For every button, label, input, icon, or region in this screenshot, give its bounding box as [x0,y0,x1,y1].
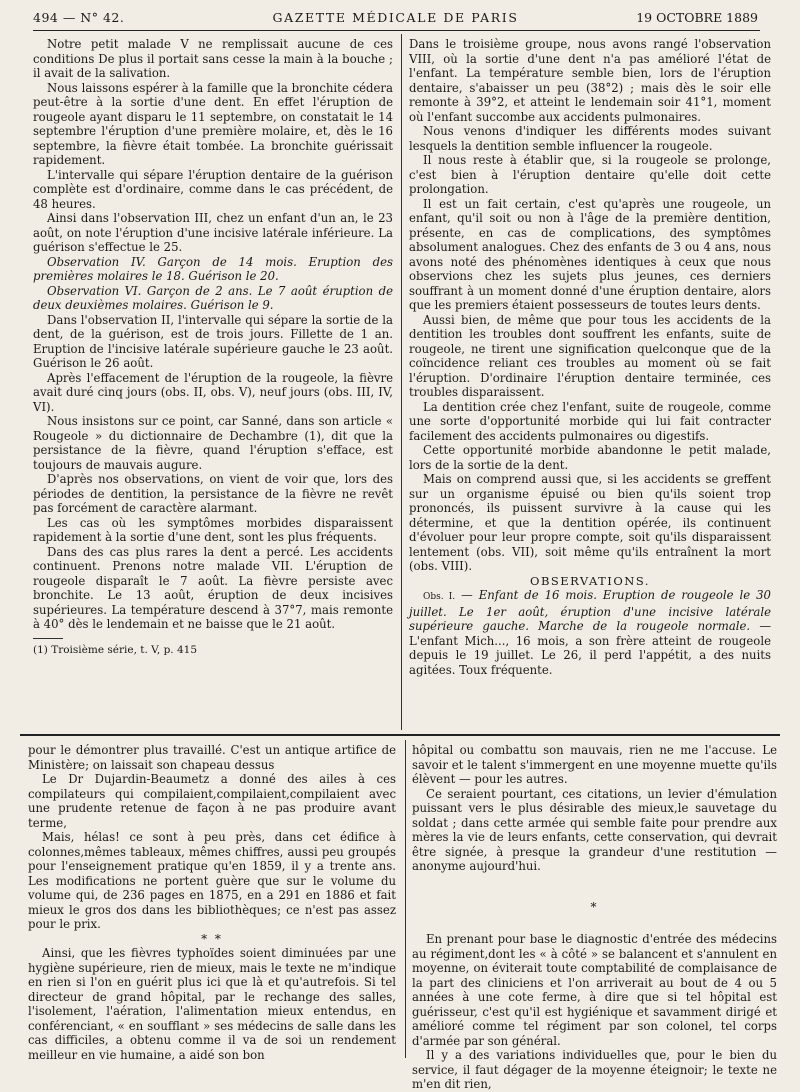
observation-paragraph [409,588,771,677]
paragraph: L'intervalle qui sépare l'éruption dentaire de la guérison complète est d'ordinaire, comme dans le cas précédent, de 48 heures. [33,167,393,211]
paragraph: La dentition crée chez l'enfant, suite de rougeole, comme une sorte d'opportunité morbide qui lui fait contracter facilement des accidents pulmonaires ou digestifs. [409,399,771,443]
paragraph: Mais, hélas! ce sont à peu près, dans cet édifice à colonnes,mêmes tableaux, mêmes chiffres, aussi peu groupés pour l'enseignement pratique qu'en 1859, il y a trente ans. Les modifications ne portent guère que sur le volume du volume qui, de 236 pages en 1875, en a 291 en 1886 et fait mieux le gros dos dans les bibliothèques; ce n'est pas assez pour le prix. [28,830,396,931]
top-left-column [33,37,393,657]
header-rule [33,30,760,31]
footnote-rule [33,638,63,639]
paragraph: Les cas où les symptômes morbides disparaissent rapidement à la sortie d'une dent, sont les plus fréquents. [33,515,393,544]
paragraph: hôpital ou combattu son mauvais, rien ne me l'accuse. Le savoir et le talent s'immergent en une moyenne muette qu'ils élèvent — pour les autres. [412,743,777,786]
paragraph: Aussi bien, de même que pour tous les accidents de la dentition les troubles dont souffrent les enfants, suite de rougeole, ne tirent une signification quelconque que de la coïncidence reliant ces troubles au moment où se fait l'éruption. D'ordinaire l'éruption dentaire terminée, ces troubles disparaissent. [409,312,771,399]
paragraph: Il nous reste à établir que, si la rougeole se prolonge, c'est bien à l'éruption dentaire qu'elle doit cette prolongation. [409,153,771,196]
column-divider-bottom [405,740,406,1058]
paragraph: Dans l'observation II, l'intervalle qui sépare la sortie de la dent, de la guérison, est de trois jours. Fillette de 1 an. Eruption de l'incisive latérale supérieure gauche le 23 août. Guérison le 26 août. [33,312,393,370]
paragraph: D'après nos observations, on vient de voir que, lors des périodes de dentition, la persistance de la fièvre ne revêt pas forcément de caractère alarmant. [33,472,393,515]
observation-text: — L'enfant Mich..., 16 mois, a son frère atteint de rougeole depuis le 19 juillet. Le 26, il perd l'appétit, a des nuits agitées. Toux fréquente. [409,619,771,677]
bottom-left-column [28,743,396,1062]
paragraph: Il y a des variations individuelles que, pour le bien du service, il faut dégager de la moyenne éteignoir; le texte ne m'en dit rien, [412,1048,777,1091]
section-stars: * * [201,931,223,946]
paragraph: Après l'effacement de l'éruption de la rougeole, la fièvre avait duré cinq jours (obs. II, obs. V), neuf jours (obs. III, IV, VI). [33,370,393,414]
paragraph: Observation VI. Garçon de 2 ans. Le 7 août éruption de deux deuxièmes molaires. Guérison le 9. [33,283,393,312]
issue-date: 19 OCTOBRE 1889 [636,10,758,25]
observation-label: Obs. I. [423,592,456,602]
paragraph: Nous laissons espérer à la famille que la bronchite cédera peut-être à la sortie d'une dent. En effet l'éruption de rougeole ayant disparu le 11 septembre, on constatait le 14 septembre l'éruption d'une première molaire, et, dès le 16 septembre, la fièvre était tombée. La bronchite guérissait rapidement. [33,80,393,167]
observation-summary: — Enfant de 16 mois. Eruption de rougeole le 30 juillet. Le 1er août, éruption d'une incisive latérale supérieure gauche. Marche de la rougeole normale. [409,588,771,633]
page-header [33,8,758,28]
column-divider-top [401,34,402,730]
paragraph: Nous insistons sur ce point, car Sanné, dans son article « Rougeole » du dictionnaire de Dechambre (1), dit que la persistance de la fièvre, quand l'éruption s'efface, est toujours de mauvais augure. [33,414,393,472]
paragraph: En prenant pour base le diagnostic d'entrée des médecins au régiment,dont les « à côté » se balancent et s'annulent en moyenne, on éviterait toute comptabilité de complaisance de la part des cliniciens et l'on arriverait au bout de 4 ou 5 années à une cote ferme, à dire que si tel hôpital est guérisseur, c'est qu'il est hygiénique et savamment dirigé et amélioré comme tel régiment par son colonel, tel corps d'armée par son général. [412,932,777,1048]
section-title: OBSERVATIONS. [530,573,650,588]
paragraph: Ainsi, que les fièvres typhoïdes soient diminuées par une hygiène supérieure, rien de mieux, mais le texte ne m'indique en rien si l'on en guérit plus ici que là et qu'autrefois. Si tel directeur de grand hôpital, par le rechange des salles, l'isolement, l'aération, l'alimentation mieux entendus, en conférenciant, « en soufflant » ses médecins de salle dans les cas difficiles, a obtenu comme il va de soi un rendement meilleur en vie humaine, a aidé son bon [28,946,396,1062]
paragraph: Nous venons d'indiquer les différents modes suivant lesquels la dentition semble influencer la rougeole. [409,124,771,153]
paragraph: Il est un fait certain, c'est qu'après une rougeole, un enfant, qu'il soit ou non à l'âge de la première dentition, présente, en cas de complications, des symptômes absolument analogues. Chez des enfants de 3 ou 4 ans, nous avons noté des phénomènes identiques à ceux que nous observions chez les sujets plus jeunes, ces derniers souffrant à un moment donné d'une éruption dentaire, alors que les premiers étaient possesseurs de toutes leurs dents. [409,196,771,312]
paragraph: Cette opportunité morbide abandonne le petit malade, lors de la sortie de la dent. [409,443,771,472]
paragraph: Le Dr Dujardin-Beaumetz a donné des ailes à ces compilateurs qui compilaient,compilaient,compilaient avec une prudente retenue de façon à ne pas produire avant terme, [28,772,396,830]
paragraph: Ainsi dans l'observation III, chez un enfant d'un an, le 23 août, on note l'éruption d'une incisive latérale inférieure. La guérison s'effectue le 25. [33,211,393,254]
section-divider [20,734,780,736]
paragraph: Mais on comprend aussi que, si les accidents se greffent sur un organisme épuisé ou bien qu'ils soient trop prononcés, ils puissent survivre à la cause qui les détermine, et que la dentition opérée, ils continuent d'évoluer pour leur propre compte, soit qu'ils disparaissent lentement (obs. VII), soit même qu'ils entraînent la mort (obs. VIII). [409,472,771,573]
paragraph: pour le démontrer plus travaillé. C'est un antique artifice de Ministère; on laissait son chapeau dessus [28,743,396,772]
paragraph: Observation IV. Garçon de 14 mois. Eruption des premières molaires le 18. Guérison le 20. [33,254,393,283]
journal-title: GAZETTE MÉDICALE DE PARIS [272,10,519,25]
paragraph: Dans le troisième groupe, nous avons rangé l'observation VIII, où la sortie d'une dent n'a pas amélioré l'état de l'enfant. La température semble bien, lors de l'éruption dentaire, s'abaisser un peu (38°2) ; mais dès le soir elle remonte à 39°2, et atteint le lendemain soir 41°1, moment où l'enfant succombe aux accidents pulmonaires. [409,37,771,124]
paragraph: Notre petit malade V ne remplissait aucune de ces conditions De plus il portait sans cesse la main à la bouche ; il avait de la salivation. [33,37,393,80]
paragraph: Dans des cas plus rares la dent a percé. Les accidents continuent. Prenons notre malade VII. L'éruption de rougeole disparaît le 7 août. La fièvre persiste avec bronchite. Le 13 août, éruption de deux incisives supérieures. La température descend à 37°7, mais remonte à 40° dès le lendemain et ne baisse que le 21 août. [33,544,393,631]
top-right-column [409,37,771,677]
bottom-right-column [412,743,777,1092]
footnote: (1) Troisième série, t. V, p. 415 [33,643,198,656]
section-stars: * [590,899,599,914]
page-number: 494 — N° 42. [33,10,125,25]
paragraph: Ce seraient pourtant, ces citations, un levier d'émulation puissant vers le plus désirable des mieux,le sauvetage du soldat ; dans cette armée qui semble faite pour prendre aux mères la vie de leurs enfants, cette conservation, qui devrait être signée, à presque la grandeur d'une restitution — anonyme aujourd'hui. [412,786,777,873]
